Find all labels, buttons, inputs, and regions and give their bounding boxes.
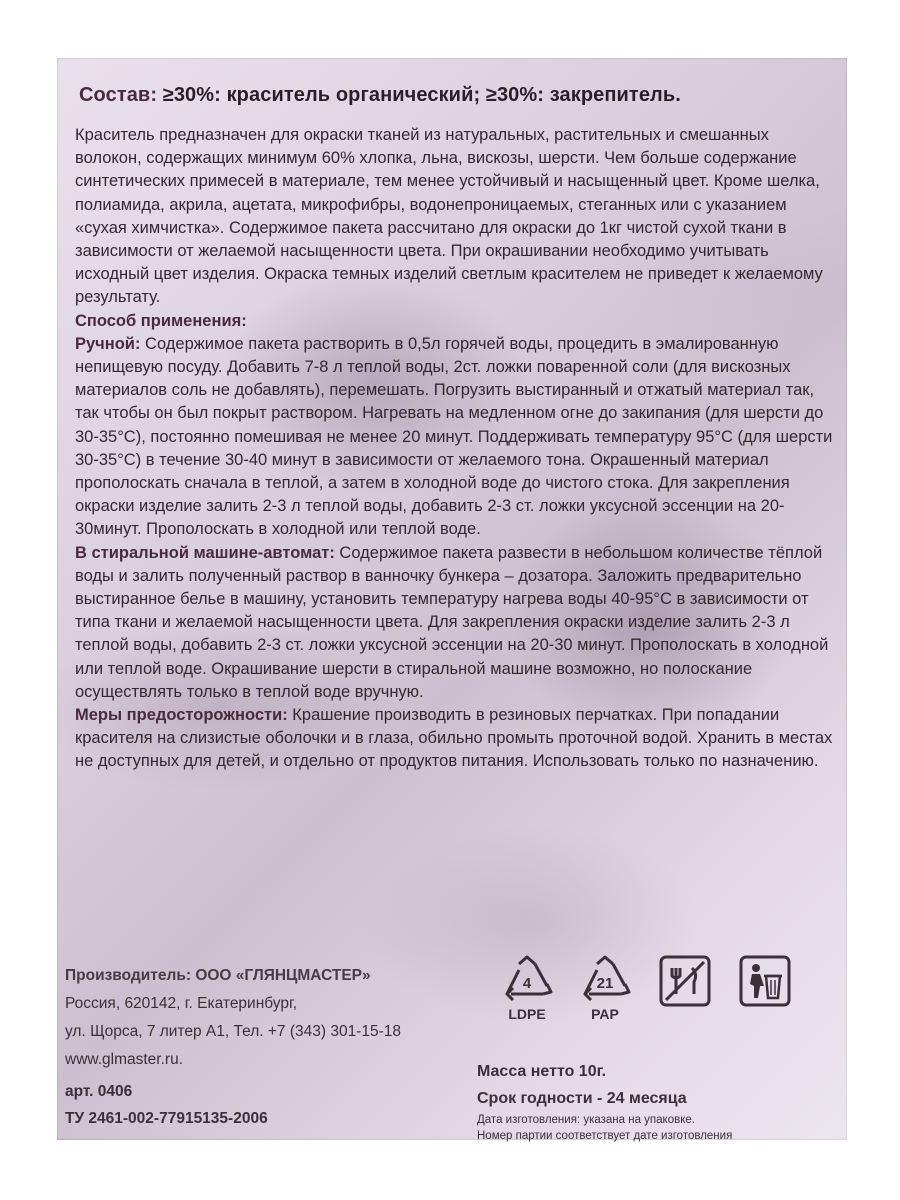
manufacturer-website: www.glmaster.ru. <box>65 1051 184 1068</box>
product-info-block <box>477 1058 837 1144</box>
production-date: Дата изготовления: указана на упаковке. <box>477 1114 695 1126</box>
machine-paragraph <box>75 542 835 704</box>
machine-text: Содержимое пакета развести в небольшом количестве тёплой воды и залить полученный раствор в ванночку бункера – дозатора. Заложить предварительно выстиранное белье в машину, установить температуру нагрева воды 40-95°С в зависимости от типа ткани и желаемой насыщенности цвета. Для закрепления окраски изделие залить 2-3 л теплой воды, добавить 2-3 ст. ложки уксусной эссенции на 20-30 минут. Прополоскать в холодной или теплой воде. Окрашивание шерсти в стиральной машине возможно, но полоскание осуществлять только в теплой воде вручную. <box>75 543 829 701</box>
composition-label: Состав: <box>79 84 158 106</box>
intro-paragraph: Краситель предназначен для окраски тканей из натуральных, растительных и смешанных волокон, содержащих минимум 60% хлопка, льна, вискозы, шерсти. Чем больше содержание синтетических примесей в материале, тем менее устойчивый и насыщенный цвет. Кроме шелка, полиамида, акрила, ацетата, микрофибры, водонепроницаемых, стеганных или с указанием «сухая химчистка». Содержимое пакета рассчитано для окраски до 1кг чистой сухой ткани в зависимости от желаемой насыщенности цвета. При окрашивании необходимо учитывать исходный цвет изделия. Окраска темных изделий светлым красителем не приведет к желаемому результату. <box>75 126 823 307</box>
manual-text: Содержимое пакета растворить в 0,5л горячей воды, процедить в эмалированную непищевую посуду. Добавить 7-8 л теплой воды, 2ст. ложки поваренной соли (для вискозных материалов соль не добавлять), перемешать. Погрузить выстиранный и отжатый материал так, так чтобы он был покрыт раствором. Нагревать на медленном огне до закипания (для шерсти до 30-35°С), постоянно помешивая не менее 20 минут. Поддерживать температуру 95°С (для шерсти 30-35°С) в течение 30-40 минут в зависимости от желаемого тона. Окрашенный материал прополоскать сначала в теплой, а затем в холодной воде до чистого стока. Для закрепления окраски изделие залить 2-3 л теплой воды, добавить 2-3 ст. ложки уксусной эссенции на 20-30минут. Прополоскать в холодной или теплой воде. <box>75 334 833 539</box>
trash-bin-icon <box>735 954 795 1034</box>
net-mass: Масса нетто 10г. <box>477 1063 607 1080</box>
machine-label: В стиральной машине-автомат: <box>75 543 335 562</box>
recycle-ldpe-icon <box>497 954 557 1034</box>
manual-paragraph <box>75 333 835 542</box>
product-label-card <box>57 58 847 1140</box>
pap-caption: PAP <box>591 1006 619 1022</box>
usage-heading: Способ применения: <box>75 311 247 330</box>
article-block <box>65 1078 485 1132</box>
manufacturer-name: Производитель: ООО «ГЛЯНЦМАСТЕР» <box>65 967 371 984</box>
precautions-text: Крашение производить в резиновых перчатках. При попадании красителя на слизистые оболочки и в глаза, обильно промыть проточной водой. Хранить в местах не доступных для детей, и отдельно от продуктов питания. Использовать только по назначению. <box>75 706 833 771</box>
pap-number: 21 <box>596 975 614 992</box>
instructions-text <box>75 124 835 774</box>
batch-number: Номер партии соответствует дате изготовления <box>477 1130 733 1142</box>
manual-label: Ручной: <box>75 334 141 353</box>
tu-number: ТУ 2461-002-77915135-2006 <box>65 1110 268 1127</box>
article-number: арт. 0406 <box>65 1083 133 1100</box>
precautions-paragraph <box>75 704 835 774</box>
composition-line <box>79 84 839 107</box>
composition-value: ≥30%: краситель органический; ≥30%: закрепитель. <box>157 84 681 106</box>
manufacturer-block <box>65 962 485 1074</box>
recycle-pap-icon <box>575 954 635 1034</box>
manufacturer-address-1: Россия, 620142, г. Екатеринбург, <box>65 995 298 1012</box>
ldpe-number: 4 <box>522 975 532 992</box>
precautions-label: Меры предосторожности: <box>75 706 288 725</box>
not-for-food-icon <box>655 954 715 1034</box>
manufacturer-address-2: ул. Щорса, 7 литер А1, Тел. +7 (343) 301-15-18 <box>65 1023 401 1040</box>
shelf-life: Срок годности - 24 месяца <box>477 1090 687 1107</box>
packaging-icons <box>497 954 837 1034</box>
ldpe-caption: LDPE <box>508 1006 546 1022</box>
